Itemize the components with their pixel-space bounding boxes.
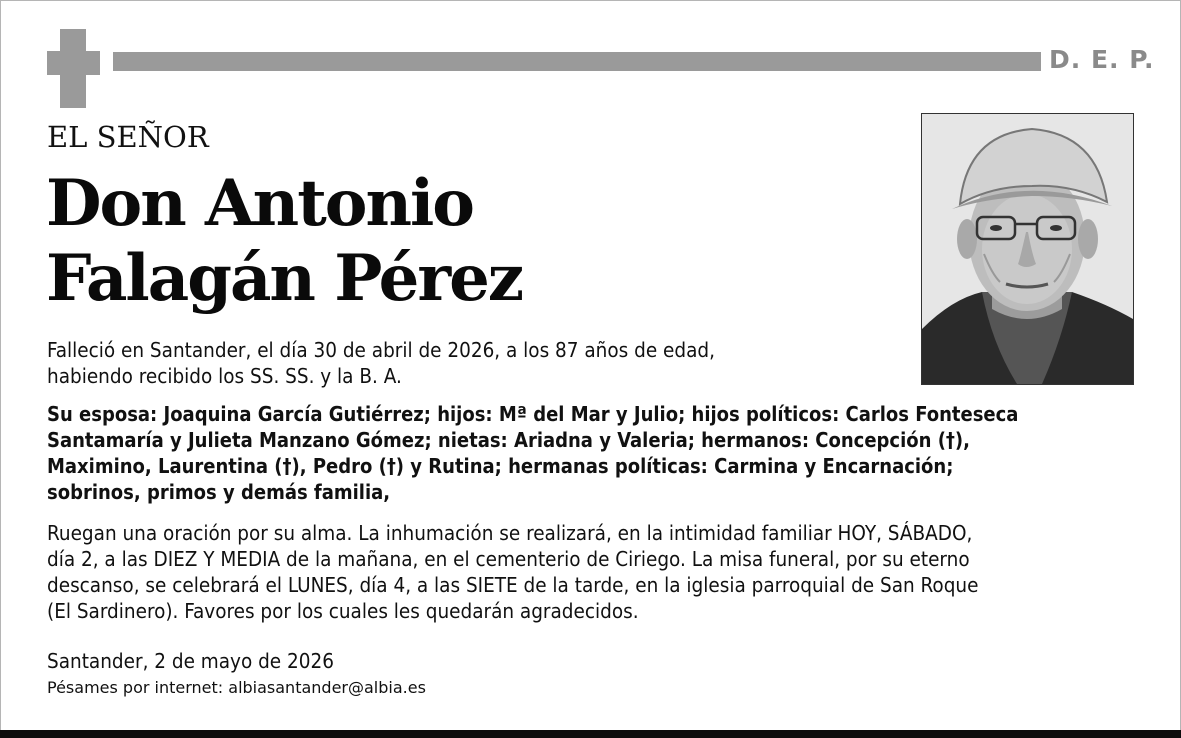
header-rule — [113, 52, 1041, 71]
place-date: Santander, 2 de mayo de 2026 — [47, 649, 334, 673]
deceased-name — [46, 166, 522, 316]
dep-label: D. E. P. — [1049, 45, 1155, 74]
honorific: EL SEÑOR — [47, 120, 209, 154]
death-notice-line: Falleció en Santander, el día 30 de abril de 2026, a los 87 años de edad, — [47, 338, 715, 362]
funeral-line: (El Sardinero). Favores por los cuales les quedarán agradecidos. — [47, 599, 639, 623]
funeral-line: día 2, a las DIEZ Y MEDIA de la mañana, en el cementerio de Ciriego. La misa funeral, por su eterno — [47, 547, 970, 571]
portrait-image — [922, 114, 1133, 384]
family-line: Maximino, Laurentina (†), Pedro (†) y Rutina; hermanas políticas: Carmina y Encarnación; — [47, 454, 954, 478]
cross-icon — [47, 29, 100, 108]
family-line: sobrinos, primos y demás familia, — [47, 480, 391, 504]
funeral-details — [47, 520, 978, 624]
name-line-1: Don Antonio — [46, 166, 473, 241]
death-notice — [47, 337, 715, 389]
bottom-bar — [0, 730, 1181, 738]
portrait-photo — [921, 113, 1134, 385]
name-line-2: Falagán Pérez — [46, 241, 523, 316]
condolences-email[interactable]: Pésames por internet: albiasantander@albia.es — [47, 678, 426, 697]
funeral-line: Ruegan una oración por su alma. La inhumación se realizará, en la intimidad familiar HOY, SÁBADO, — [47, 521, 973, 545]
death-notice-line: habiendo recibido los SS. SS. y la B. A. — [47, 364, 402, 388]
funeral-line: descanso, se celebrará el LUNES, día 4, a las SIETE de la tarde, en la iglesia parroquial de San Roque — [47, 573, 979, 597]
family-line: Santamaría y Julieta Manzano Gómez; nietas: Ariadna y Valeria; hermanos: Concepción (†), — [47, 428, 970, 452]
family-line: Su esposa: Joaquina García Gutiérrez; hijos: Mª del Mar y Julio; hijos políticos: Carlos Fonteseca — [47, 402, 1019, 426]
family-list — [47, 401, 1018, 505]
